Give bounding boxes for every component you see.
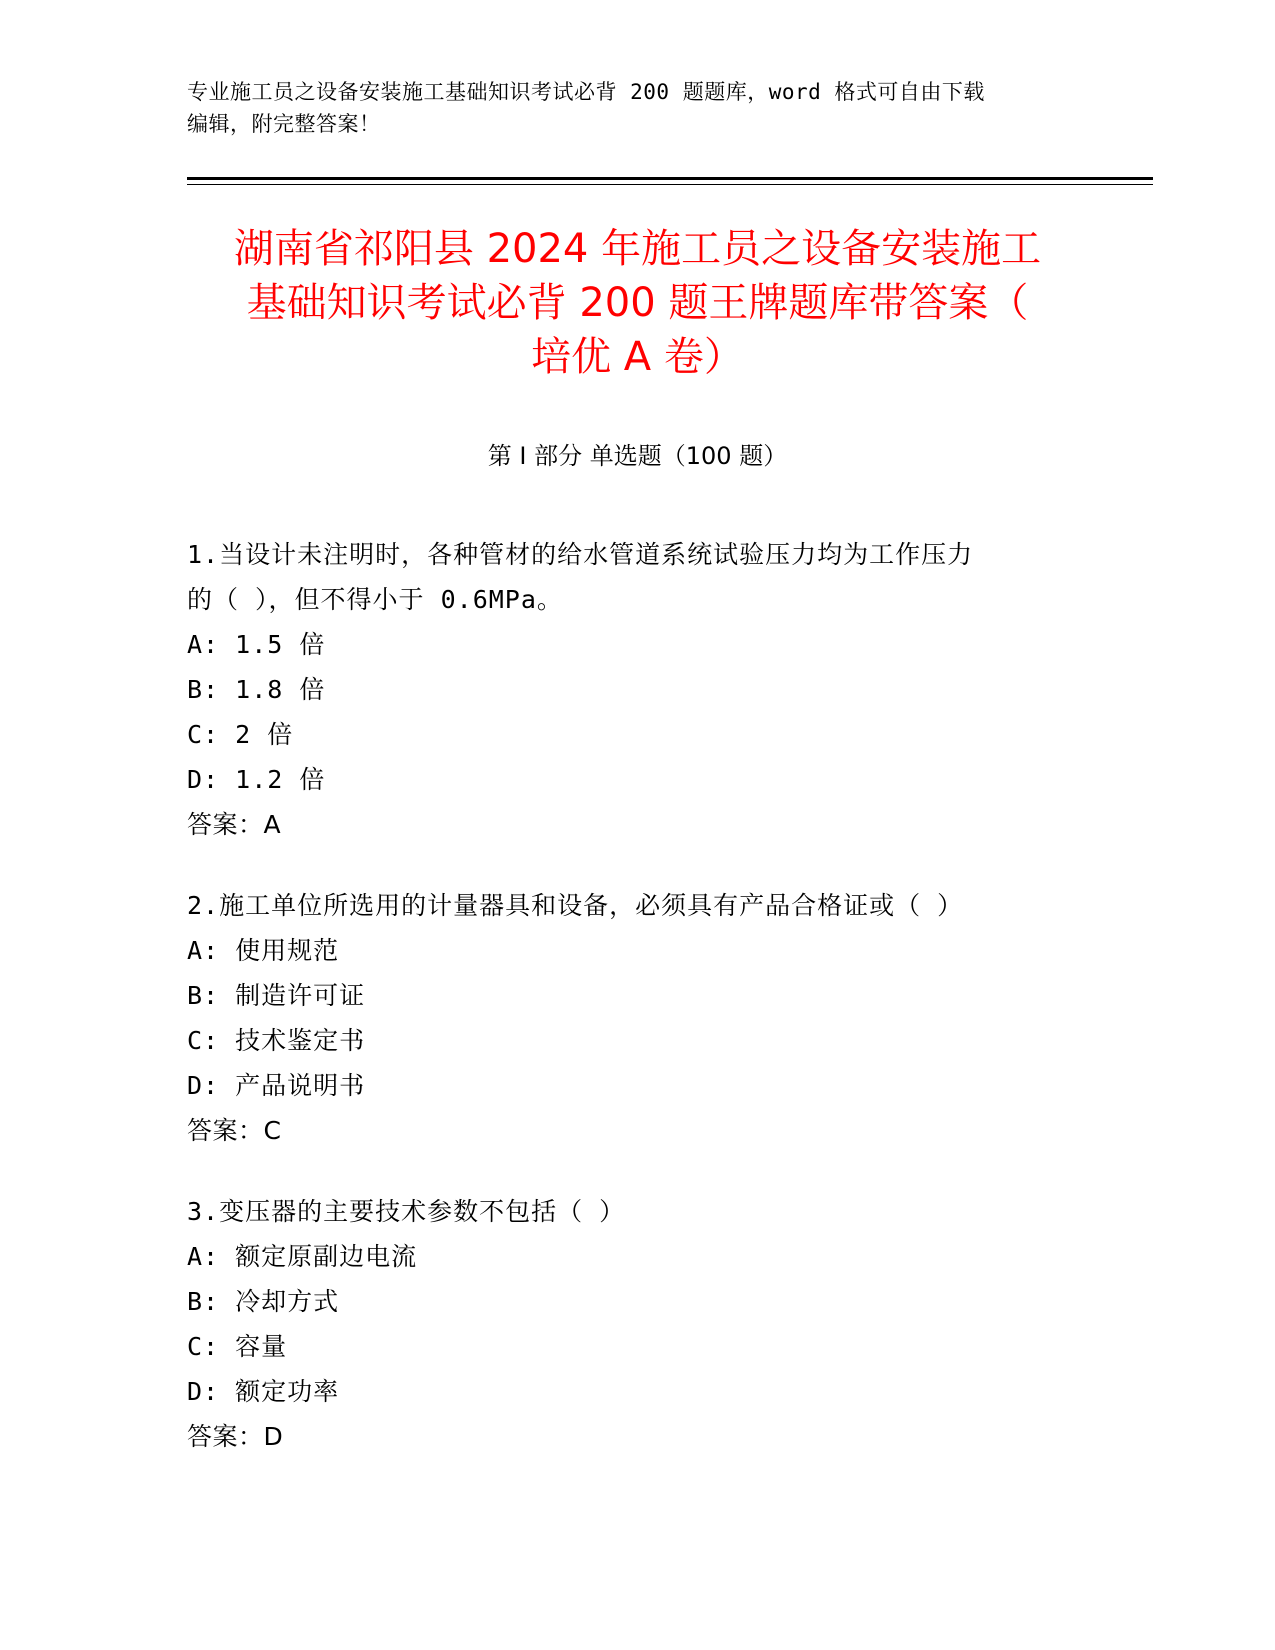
header-note — [187, 76, 1087, 140]
question-1 — [187, 532, 1087, 847]
question-stem-continued: 的（ ），但不得小于 0.6MPa。 — [187, 585, 563, 614]
question-stem: 1.当设计未注明时，各种管材的给水管道系统试验压力均为工作压力 — [187, 540, 974, 569]
option-c: C: 2 倍 — [187, 720, 294, 749]
option-a: A: 1.5 倍 — [187, 630, 326, 659]
answer: 答案：D — [187, 1422, 284, 1451]
option-d: D: 产品说明书 — [187, 1071, 366, 1100]
question-3 — [187, 1189, 1087, 1459]
option-d: D: 1.2 倍 — [187, 765, 326, 794]
question-stem: 3.变压器的主要技术参数不包括（ ） — [187, 1197, 626, 1226]
document-title — [170, 222, 1105, 384]
option-c: C: 技术鉴定书 — [187, 1026, 366, 1055]
question-list — [187, 532, 1087, 1495]
header-divider-thick — [187, 177, 1153, 180]
title-line2: 基础知识考试必背 200 题王牌题库带答案（ — [246, 280, 1029, 326]
option-d: D: 额定功率 — [187, 1377, 340, 1406]
question-2 — [187, 883, 1087, 1153]
answer: 答案：C — [187, 1116, 282, 1145]
option-b: B: 冷却方式 — [187, 1287, 340, 1316]
option-c: C: 容量 — [187, 1332, 288, 1361]
answer: 答案：A — [187, 810, 282, 839]
option-a: A: 使用规范 — [187, 936, 340, 965]
title-line3: 培优 A 卷） — [531, 334, 744, 380]
question-stem: 2.施工单位所选用的计量器具和设备，必须具有产品合格证或（ ） — [187, 891, 964, 920]
section-heading: 第 I 部分 单选题（100 题） — [487, 442, 788, 470]
option-b: B: 1.8 倍 — [187, 675, 326, 704]
option-b: B: 制造许可证 — [187, 981, 366, 1010]
title-line1: 湖南省祁阳县 2024 年施工员之设备安装施工 — [233, 226, 1042, 272]
header-note-line1: 专业施工员之设备安装施工基础知识考试必背 200 题题库，word 格式可自由下载 — [187, 80, 985, 104]
header-divider-thin — [187, 184, 1153, 185]
option-a: A: 额定原副边电流 — [187, 1242, 418, 1271]
header-note-line2: 编辑，附完整答案！ — [187, 112, 381, 136]
